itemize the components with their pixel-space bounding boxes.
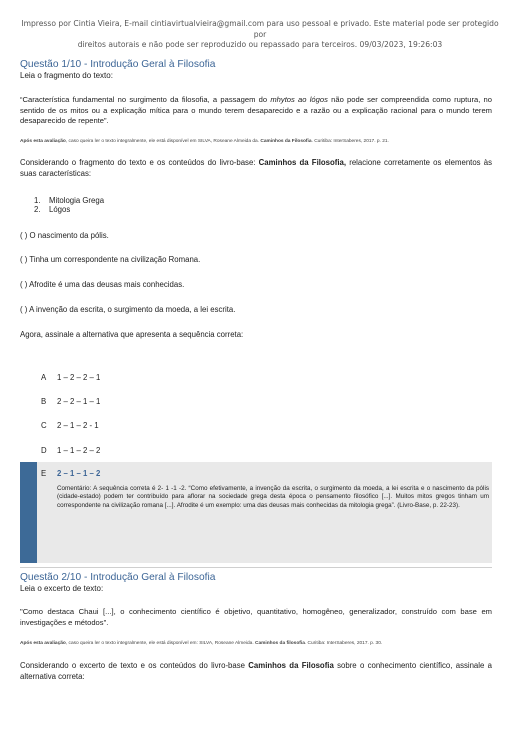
- list-number: 2.: [34, 205, 41, 214]
- selected-answer-panel: [37, 462, 492, 563]
- answer-comment: Comentário: A sequência correta é 2- 1 -1 -2. “Como efetivamente, a invenção da escrita, o surgimento da moeda, a lei escrita e o nascimento da pólis (cidade-estado) podem ter contribuído para aflorar na sociedade grega desta época o pensamento filosófico [...]. Muitos mitos gregos tinham um correspondente na civilização romana [...]. Afrodite é um exemplo: uma das deusas mais conhecidas da mitologia grega”. (Livro-Base, p. 22-23).: [57, 485, 489, 509]
- selected-answer-bar: [20, 462, 37, 563]
- prompt-text: relacione corretamente os elementos às suas características:: [20, 158, 492, 178]
- source-book: Caminhos da Filosofia: [260, 139, 312, 144]
- source-label: Após esta avaliação: [20, 139, 66, 144]
- match-item-1: ( ) O nascimento da pólis.: [20, 231, 109, 240]
- source-text: . Curitiba: InterSaberes, 2017. p. 21.: [311, 139, 389, 144]
- source-text: . Curitiba: InterSaberes, 2017. p. 30.: [304, 641, 383, 646]
- option-b[interactable]: 2 – 2 – 1 – 1: [57, 397, 101, 406]
- option-e-letter: E: [41, 469, 47, 478]
- prompt-book: Caminhos da Filosofia,: [258, 158, 347, 167]
- quote-text: “Característica fundamental no surgimento da filosofia, a passagem do: [20, 95, 271, 104]
- source-text: , caso queira ler o texto integralmente, ele está disponível em SILVA, Roseane Almeida da.: [65, 139, 261, 144]
- question-1-title: Questão 1/10 - Introdução Geral à Filosofia: [20, 59, 216, 70]
- list-text: Lógos: [49, 205, 71, 214]
- question-2-quote: "Como destaca Chaui [...], o conhecimento científico é objetivo, quantitativo, homogêneo, generalizador, construído com base em investigações e métodos".: [20, 607, 492, 627]
- quote-text: não pode ser compreendida como ruptura, no sentido de os mitos ou a explicação mítica para o mundo terem desaparecido e a razão ou a explicação racional para o mundo terem desaparecido de repente”.: [20, 95, 492, 126]
- prompt-book: Caminhos da Filosofia: [248, 661, 334, 670]
- option-d[interactable]: 1 – 1 – 2 – 2: [57, 446, 101, 455]
- watermark-line-2: direitos autorais e não pode ser reproduzido ou repassado para terceiros. 09/03/2023, 19:26:03: [77, 40, 443, 49]
- question-divider: [20, 567, 492, 568]
- match-item-3: ( ) Afrodite é uma das deusas mais conhecidas.: [20, 280, 185, 289]
- print-watermark: [20, 19, 500, 51]
- option-b-letter: B: [41, 397, 47, 406]
- source-label: Após esta avaliação: [20, 641, 66, 646]
- option-c-letter: C: [41, 421, 47, 430]
- list-number: 1.: [34, 196, 41, 205]
- watermark-line-1: Impresso por Cintia Vieira, E-mail cintiavirtualvieira@gmail.com para uso pessoal e privado. Este material pode ser protegido por: [21, 19, 499, 39]
- list-text: Mitologia Grega: [49, 196, 105, 205]
- option-c[interactable]: 2 – 1 – 2 - 1: [57, 421, 99, 430]
- prompt-text: Considerando o excerto de texto e os conteúdos do livro-base: [20, 661, 249, 670]
- option-a-letter: A: [41, 373, 47, 382]
- list-item: [34, 196, 105, 205]
- quote-emphasis: mhytos ao lógos: [270, 95, 328, 104]
- option-d-letter: D: [41, 446, 47, 455]
- list-item: [34, 205, 71, 214]
- prompt-text: sobre o conhecimento científico, assinale a alternativa correta:: [20, 661, 492, 681]
- option-a[interactable]: 1 – 2 – 2 – 1: [57, 373, 101, 382]
- question-2-source: [20, 641, 382, 646]
- match-item-4: ( ) A invenção da escrita, o surgimento da moeda, a lei escrita.: [20, 305, 236, 314]
- question-1-prompt: [20, 158, 492, 179]
- prompt-text: Considerando o fragmento do texto e os conteúdos do livro-base:: [20, 158, 259, 167]
- match-item-2: ( ) Tinha um correspondente na civilização Romana.: [20, 255, 201, 264]
- question-2-lead: Leia o excerto de texto:: [20, 584, 104, 593]
- question-1-source: [20, 139, 389, 144]
- question-1-quote: [20, 95, 492, 127]
- question-2-prompt: [20, 661, 492, 682]
- source-book: Caminhos da filosofia: [255, 641, 305, 646]
- option-e-correct[interactable]: 2 – 1 – 1 – 2: [57, 469, 101, 478]
- question-1-ask: Agora, assinale a alternativa que apresenta a sequência correta:: [20, 330, 244, 339]
- question-1-lead: Leia o fragmento do texto:: [20, 71, 113, 80]
- source-text: , caso queira ler o texto integralmente, ele está disponível em: SILVA, Roseane Almeida.: [65, 641, 256, 646]
- question-2-title: Questão 2/10 - Introdução Geral à Filosofia: [20, 572, 216, 583]
